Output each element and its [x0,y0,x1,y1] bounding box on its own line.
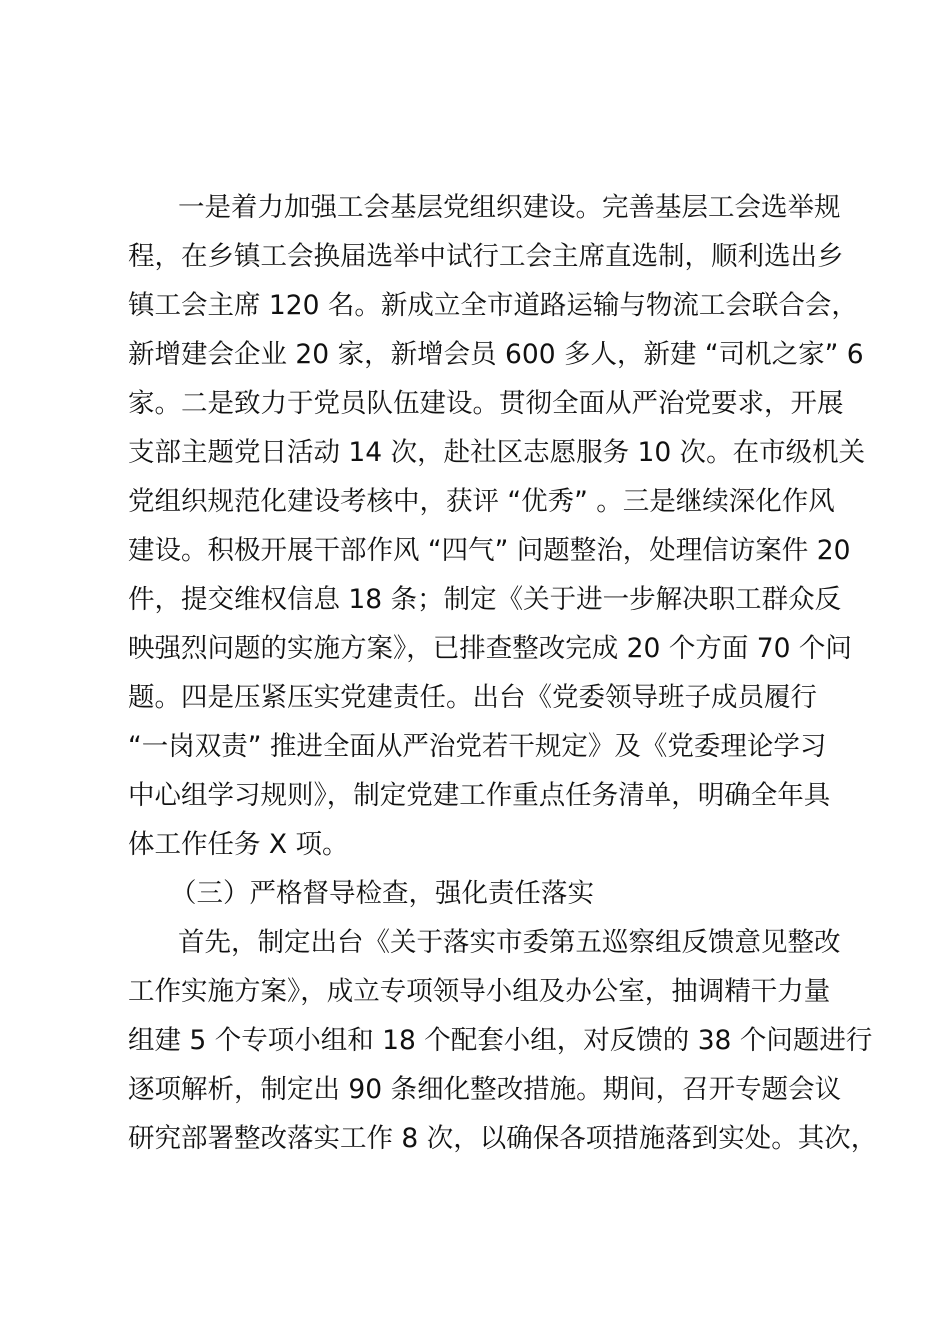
paragraph-1-line: 中心组学习规则》，制定党建工作重点任务清单，明确全年具 [128,780,831,811]
paragraph-2-line: 组建 5 个专项小组和 18 个配套小组，对反馈的 38 个问题进行 [128,1025,873,1056]
paragraph-1-line: 映强烈问题的实施方案》，已排查整改完成 20 个方面 70 个问 [128,633,852,664]
paragraph-1-line: “一岗双责” 推进全面从严治党若干规定》及《党委理论学习 [128,731,827,762]
section-heading: （三）严格督导检查，强化责任落实 [170,878,594,909]
paragraph-1-line: 题。四是压紧压实党建责任。出台《党委领导班子成员履行 [128,682,817,713]
paragraph-1-line: 家。二是致力于党员队伍建设。贯彻全面从严治党要求，开展 [128,388,844,419]
paragraph-2-line: 首先，制定出台《关于落实市委第五巡察组反馈意见整改 [178,927,841,958]
paragraph-1-line: 新增建会企业 20 家，新增会员 600 多人，新建 “司机之家” 6 [128,339,864,370]
paragraph-1-line: 建设。积极开展干部作风 “四气” 问题整治，处理信访案件 20 [128,535,851,566]
paragraph-2-line: 研究部署整改落实工作 8 次，以确保各项措施落到实处。其次， [128,1123,878,1154]
paragraph-1-line: 党组织规范化建设考核中，获评 “优秀” 。三是继续深化作风 [128,486,835,517]
paragraph-1-line: 体工作任务 X 项。 [128,829,349,860]
paragraph-1-line: 支部主题党日活动 14 次，赴社区志愿服务 10 次。在市级机关 [128,437,866,468]
paragraph-1-line: 程，在乡镇工会换届选举中试行工会主席直选制，顺利选出乡 [128,241,844,272]
paragraph-1-line: 一是着力加强工会基层党组织建设。完善基层工会选举规 [178,192,841,223]
paragraph-1-line: 镇工会主席 120 名。新成立全市道路运输与物流工会联合会， [128,290,858,321]
paragraph-1-line: 件，提交维权信息 18 条；制定《关于进一步解决职工群众反 [128,584,842,615]
paragraph-2-line: 工作实施方案》，成立专项领导小组及办公室，抽调精干力量 [128,976,831,1007]
paragraph-2-line: 逐项解析，制定出 90 条细化整改措施。期间，召开专题会议 [128,1074,842,1105]
